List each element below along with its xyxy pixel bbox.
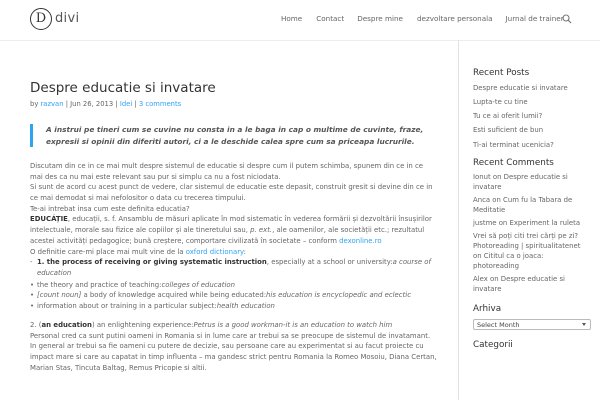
recent-comment-item[interactable]: justme on Experiment la ruleta [473, 219, 581, 228]
logo-text: divi [55, 10, 80, 26]
meta-by: by [30, 100, 41, 109]
list-item [30, 301, 438, 312]
post-body [30, 161, 438, 373]
list-item [30, 290, 438, 301]
nav-item-despre-mine[interactable]: Despre mine [357, 14, 403, 23]
recent-posts-title: Recent Posts [473, 68, 530, 78]
dex-definition [30, 214, 438, 246]
dex-text: , educații, s. f. Ansamblu de măsuri aplicate în mod sistematic în vederea formării și dezvoltării însușirilor intelectuale, morale sau fizice ale copiilor și ale tineretului sau, [30, 215, 432, 235]
nav-item-jurnal-de-trainer[interactable]: Jurnal de trainer [505, 14, 564, 23]
recent-posts-list [473, 83, 591, 150]
recent-comments-title: Recent Comments [473, 157, 554, 168]
paragraph: Si sunt de acord cu acest punct de vedere, clar sistemul de educatie este depasit, construit gresit si devine din ce in ce mai demodat si mai nefolositor o data cu trecerea timpului. [30, 183, 433, 203]
paragraph: Discutam din ce in ce mai mult despre sistemul de educatie si despre cum il putem schimba, spunem din ce in ce mai des ca nu mai este relevant sau pur si simplu ca nu a fost niciodata. [30, 161, 424, 181]
sidebar [473, 67, 591, 355]
search-icon[interactable] [562, 14, 572, 24]
dex-term: EDUCÁȚIE [30, 215, 68, 224]
recent-post-link[interactable]: Tu ce ai oferit lumii? [473, 112, 543, 121]
nav-item-home[interactable]: Home [281, 14, 303, 23]
recent-post-link[interactable]: Ti-ai terminat ucenicia? [473, 140, 554, 149]
definition-1-example: a course of education [37, 258, 431, 277]
comments-link[interactable]: 3 comments [138, 100, 182, 109]
definition-1-title: 1. the process of receiving or giving systematic instruction [37, 258, 267, 267]
site-logo[interactable] [30, 8, 79, 30]
recent-comment-item[interactable]: Anca on Cum fu la Tabara de Meditatie [473, 196, 573, 215]
definition-2-example: Petrus is a good workman-it is an education to watch him [193, 320, 393, 329]
oxford-intro [30, 247, 438, 258]
list-item-text: the theory and practice of teaching: [37, 280, 162, 289]
logo-circle-icon: D [30, 8, 52, 30]
recent-comment-item[interactable]: Vrei să poți citi trei cărți pe zi? Photoreading | spiritualitatenet on Cititul ca o joaca: photoreading [473, 232, 581, 271]
nav-item-dezvoltare-personala[interactable]: dezvoltare personala [416, 14, 493, 23]
recent-comment-item[interactable]: Alex on Despre educatie si invatare [473, 275, 565, 294]
post-date: Jun 26, 2013 [70, 100, 114, 109]
recent-comment-item[interactable]: Ionut on Despre educatie si invatare [473, 173, 568, 192]
paragraph: Te-ai intrebat insa cum este definita educatia? [30, 204, 190, 213]
recent-post-link[interactable]: Lupta-te cu tine [473, 97, 528, 106]
recent-post-link[interactable]: Esti suficient de bun [473, 126, 544, 135]
definition-1-text: , especially at a school or university: [266, 258, 393, 267]
recent-post-link[interactable]: Despre educatie si invatare [473, 83, 568, 92]
meta-separator: | [63, 100, 71, 109]
dexonline-link[interactable]: dexonline.ro [339, 236, 382, 245]
definition-2-term: an education [41, 320, 92, 329]
oxford-dictionary-link[interactable]: oxford dictionary [185, 247, 244, 256]
post-content [30, 64, 438, 373]
list-item [30, 280, 438, 291]
list-item-tag: [count noun] [37, 291, 82, 300]
list-item-text: information about or training in a particular subject: [37, 302, 217, 311]
sidebar-divider [458, 40, 459, 400]
nav-item-contact[interactable]: Contact [316, 14, 345, 23]
post-title: Despre educatie si invatare [30, 80, 216, 96]
archive-title: Arhiva [473, 304, 502, 315]
definition-2 [30, 320, 438, 331]
archive-select-value: Select Month [477, 321, 520, 329]
chevron-down-icon [582, 323, 586, 326]
post-blockquote: A instrui pe tineri cum se cuvine nu consta in a le baga in cap o multime de cuvinte, fraze, expresii si opinii din diferiti autori, ci a le deschide calea spre cum sa priceapa lucrurile. [30, 124, 438, 147]
archive-select[interactable] [473, 319, 591, 330]
definition-2-text: 2. ( [30, 320, 42, 329]
dex-text: , ale oamenilor, ale societății etc.; rezultatul acestei activități pedagogice; bună creștere, comportare civilizată în societate – conform [30, 226, 425, 245]
site-header [0, 0, 600, 40]
main-nav [281, 14, 564, 24]
list-item-text: a body of knowledge acquired while being educated: [81, 291, 267, 300]
list-item-example: his education is encyclopedic and eclectic [266, 291, 411, 300]
category-link[interactable]: Idei [119, 100, 133, 109]
definition-1 [30, 257, 438, 278]
recent-comments-list [473, 172, 591, 294]
oxford-text: O definitie care-mi place mai mult vine de la [30, 247, 186, 256]
oxford-text: : [243, 247, 246, 256]
meta-separator: | [132, 100, 139, 109]
post-meta [30, 100, 438, 110]
meta-separator: | [113, 100, 120, 109]
definition-list [30, 280, 438, 312]
paragraph: Personal cred ca sunt putini oameni in Romania si in lume care ar trebui sa se preocupe de sistemul de invatamant. In general ar trebui sa fie oameni cu putere de decizie, sau persoane care au experimentat si au facut proiecte cu impact mare si care au capatat in timp influenta – ma gandesc strict pentru Romania la Romeo Mosoiu, Diana Certan, Marian Stas, Tincuta Baltag, Remus Pricopie si altii. [30, 331, 437, 372]
list-item-example: health education [216, 302, 275, 311]
dex-italic: p. ext. [250, 226, 273, 235]
categories-title: Categorii [473, 340, 513, 350]
author-link[interactable]: razvan [40, 100, 64, 109]
definition-2-text: ) an enlightening experience: [91, 320, 194, 329]
list-item-example: colleges of education [161, 280, 235, 289]
